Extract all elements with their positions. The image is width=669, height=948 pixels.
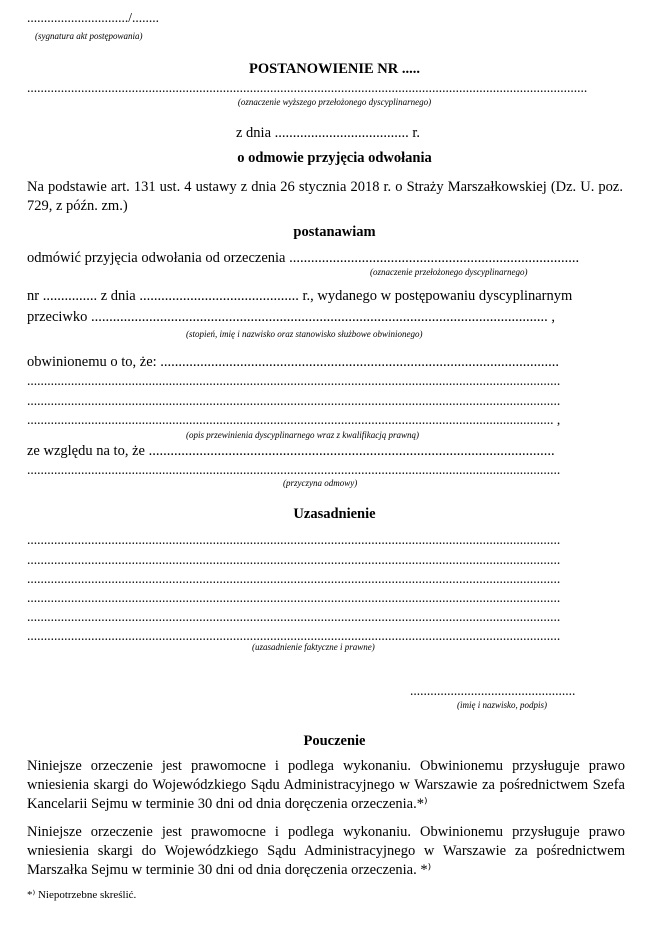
accused-caption: (opis przewinienia dyscyplinarnego wraz z kwalifikacją prawną) xyxy=(186,430,419,440)
signature-line: ................................................. xyxy=(410,683,576,698)
justification-line: .............................................................................................................................................................. xyxy=(27,552,561,567)
accused-line-4: ............................................................................................................................................................ , xyxy=(27,412,561,427)
instruction-paragraph-2: Niniejsze orzeczenie jest prawomocne i podlega wykonaniu. Obwinionemu przysługuje prawo wniesienia skargi do Wojewódzkiego Sądu Administracyjnego w Warszawie za pośrednictwem Marszałka Sejmu w terminie 30 dni od dnia doręczenia orzeczenia. *⁾ xyxy=(27,824,625,878)
justification-heading: Uzasadnienie xyxy=(293,506,376,522)
refusal-line: odmówić przyjęcia odwołania od orzeczenia ................................................................................ xyxy=(27,250,580,266)
decision-heading: postanawiam xyxy=(293,224,376,240)
instruction-paragraph-1: Niniejsze orzeczenie jest prawomocne i podlega wykonaniu. Obwinionemu przysługuje prawo wniesienia skargi do Wojewódzkiego Sądu Administracyjnego w Warszawie za pośrednictwem Szefa Kancelarii Sejmu w terminie 30 dni od dnia doręczenia orzeczenia.*⁾ xyxy=(27,758,625,812)
date-line: z dnia ..................................... r. xyxy=(236,125,421,141)
case-ref-line: ............................../........ xyxy=(27,10,160,25)
superior-caption: (oznaczenie wyższego przełożonego dyscyplinarnego) xyxy=(237,97,432,107)
accused-line-1: obwinionemu o to, że: .............................................................................................................. xyxy=(27,354,560,370)
case-ref-caption: (sygnatura akt postępowania) xyxy=(35,31,143,41)
against-caption: (stopień, imię i nazwisko oraz stanowisko służbowe obwinionego) xyxy=(186,329,423,339)
accused-line-2: .............................................................................................................................................................. xyxy=(27,373,561,388)
legal-basis: Na podstawie art. 131 ust. 4 ustawy z dnia 26 stycznia 2018 r. o Straży Marszałkowskiej (Dz. U. poz. 729, z późn. zm.) xyxy=(27,179,623,214)
superior-line: ...................................................................................................................................................................... xyxy=(27,80,588,95)
justification-line: .............................................................................................................................................................. xyxy=(27,590,561,605)
reason-line-2: .............................................................................................................................................................. xyxy=(27,462,561,477)
reason-line-1: ze względu na to, że ................................................................................................................ xyxy=(27,443,555,459)
instruction-heading: Pouczenie xyxy=(303,733,366,749)
subject: o odmowie przyjęcia odwołania xyxy=(237,150,432,166)
justification-line: .............................................................................................................................................................. xyxy=(27,628,561,643)
document-title: POSTANOWIENIE NR ..... xyxy=(249,61,420,77)
reason-caption: (przyczyna odmowy) xyxy=(283,478,358,488)
refusal-caption: (oznaczenie przełożonego dyscyplinarnego) xyxy=(370,267,528,277)
footnote: *⁾ Niepotrzebne skreślić. xyxy=(27,889,137,901)
accused-line-3: .............................................................................................................................................................. xyxy=(27,393,561,408)
justification-line: .............................................................................................................................................................. xyxy=(27,532,561,547)
number-line: nr ............... z dnia ............................................ r., wydanego w postępowaniu dyscyplinarnym xyxy=(27,288,573,304)
against-line: przeciwko .............................................................................................................................. , xyxy=(27,309,556,325)
justification-caption: (uzasadnienie faktyczne i prawne) xyxy=(252,642,375,652)
justification-line: .............................................................................................................................................................. xyxy=(27,571,561,586)
justification-line: .............................................................................................................................................................. xyxy=(27,609,561,624)
signature-caption: (imię i nazwisko, podpis) xyxy=(457,700,547,710)
